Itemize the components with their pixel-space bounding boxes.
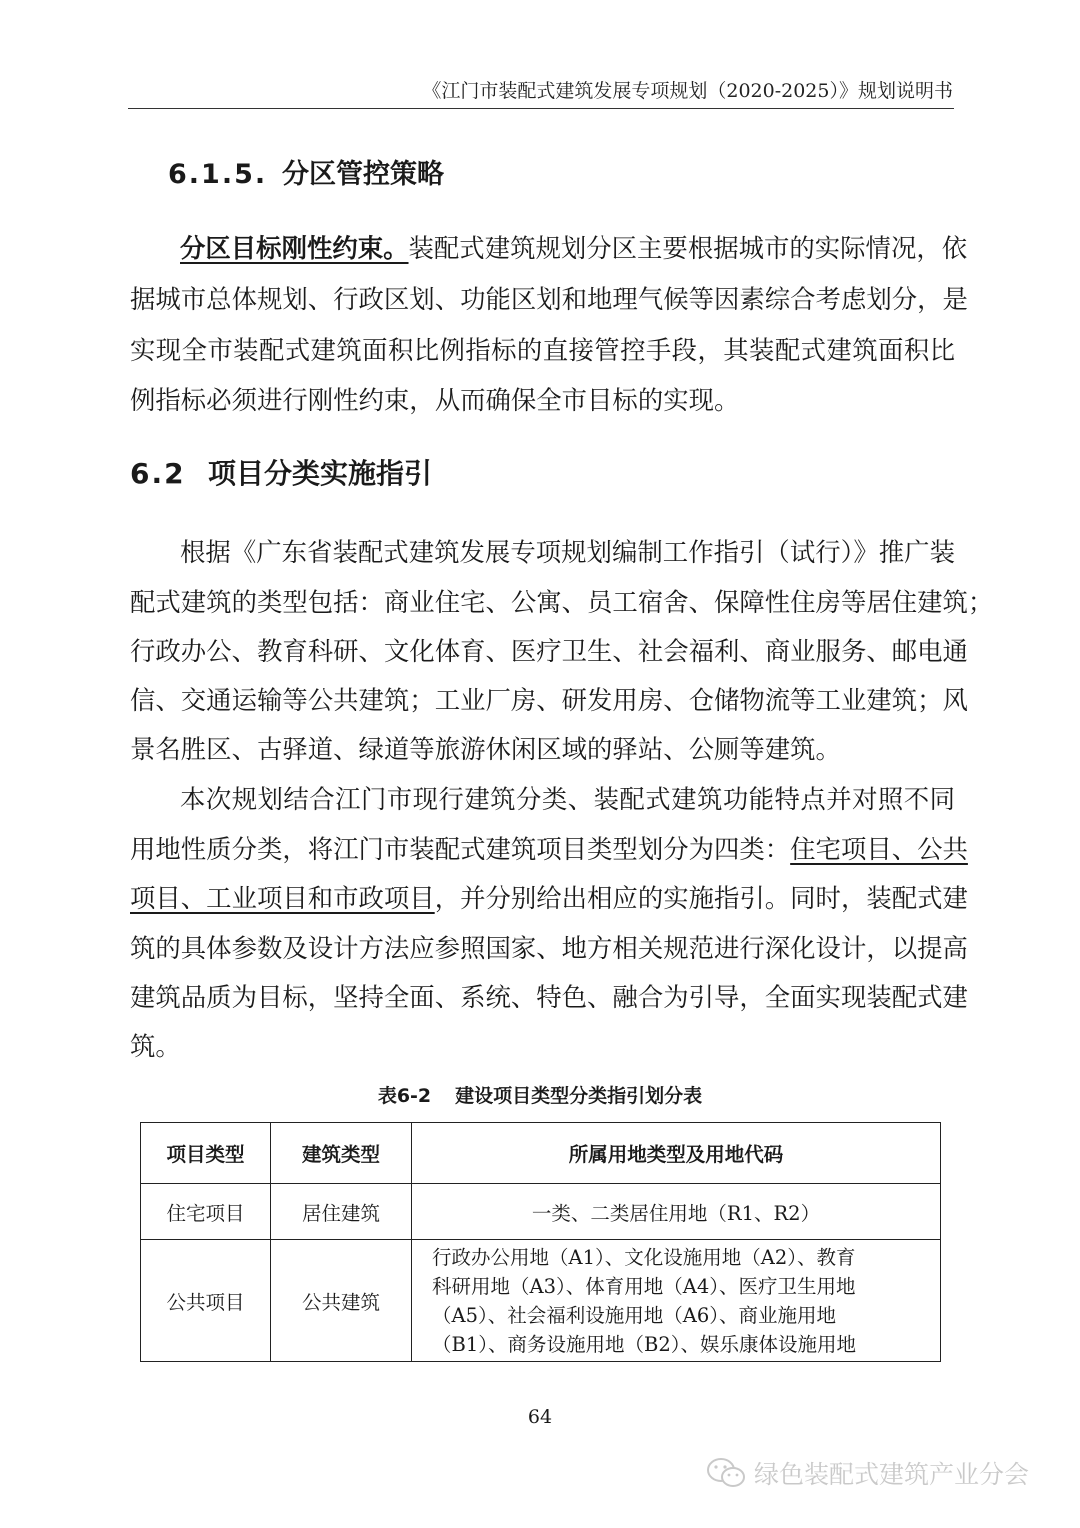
watermark-text: 绿色装配式建筑产业分会 [754,1460,1030,1489]
para2-line3: 行政办公、教育科研、文化体育、医疗卫生、社会福利、商业服务、邮电通 [130,636,968,666]
page-number: 64 [527,1406,553,1428]
section-number: 6.1.5. [168,159,268,190]
table-row [141,1240,941,1362]
para3-line4: 筑的具体参数及设计方法应参照国家、地方相关规范进行深化设计，以提高 [130,933,968,963]
para3-line3: 项目、工业项目和市政项目，并分别给出相应的实施指引。同时，装配式建 [130,883,968,913]
para1-line4: 例指标必须进行刚性约束，从而确保全市目标的实现。 [130,385,740,415]
para1-bold-lead: 分区目标刚性约束。 [180,233,409,263]
table-header-row [141,1123,941,1184]
para3-line2: 用地性质分类，将江门市装配式建筑项目类型划分为四类：住宅项目、公共 [130,834,968,864]
para1-line2: 据城市总体规划、行政区划、功能区划和地理气候等因素综合考虑划分，是 [130,284,968,314]
table-title: 建设项目类型分类指引划分表 [455,1085,703,1107]
project-type-table [140,1122,941,1362]
para2-line2: 配式建筑的类型包括：商业住宅、公寓、员工宿舍、保障性住房等居住建筑； [130,587,994,617]
para1-line1: 分区目标刚性约束。装配式建筑规划分区主要根据城市的实际情况，依 [180,233,968,263]
cell-building-type: 公共建筑 [271,1240,412,1362]
cell-land-type: 一类、二类居住用地（R1、R2） [412,1184,941,1240]
cell-project-type: 公共项目 [141,1240,271,1362]
section-number: 6.2 [130,457,186,490]
underlined-project-types: 住宅项目、公共 [790,834,968,864]
section-title: 分区管控策略 [282,159,444,190]
section-heading-6-1-5 [168,152,444,191]
underlined-project-types: 项目、工业项目和市政项目 [130,883,435,913]
para1-line3: 实现全市装配式建筑面积比例指标的直接管控手段，其装配式建筑面积比 [130,335,955,365]
header-building-type: 建筑类型 [271,1123,412,1184]
para3-line6: 筑。 [130,1031,181,1061]
cell-building-type: 居住建筑 [271,1184,412,1240]
section-title: 项目分类实施指引 [208,457,433,490]
watermark [706,1455,1029,1491]
table-caption [0,1081,1080,1108]
para2-line4: 信、交通运输等公共建筑；工业厂房、研发用房、仓储物流等工业建筑；风 [130,685,968,715]
cell-land-type: 行政办公用地（A1）、文化设施用地（A2）、教育 科研用地（A3）、体育用地（A4）、医疗卫生用地 （A5）、社会福利设施用地（A6）、商业施用地 （B1）、商务设施用地（B2）、娱乐康体设施用地 [412,1240,941,1362]
header-land-type: 所属用地类型及用地代码 [412,1123,941,1184]
para3-line5: 建筑品质为目标，坚持全面、系统、特色、融合为引导，全面实现装配式建 [130,982,968,1012]
para3-line1: 本次规划结合江门市现行建筑分类、装配式建筑功能特点并对照不同 [180,784,955,814]
para2-line5: 景名胜区、古驿道、绿道等旅游休闲区域的驿站、公厕等建筑。 [130,734,841,764]
section-heading-6-2 [130,452,432,492]
table-number: 表6-2 [377,1085,432,1107]
table-row [141,1184,941,1240]
wechat-icon [706,1456,746,1490]
header-project-type: 项目类型 [141,1123,271,1184]
running-header: 《江门市装配式建筑发展专项规划（2020-2025）》规划说明书 [422,80,953,102]
header-divider [128,108,954,109]
cell-project-type: 住宅项目 [141,1184,271,1240]
para2-line1: 根据《广东省装配式建筑发展专项规划编制工作指引（试行）》推广装 [180,537,955,567]
